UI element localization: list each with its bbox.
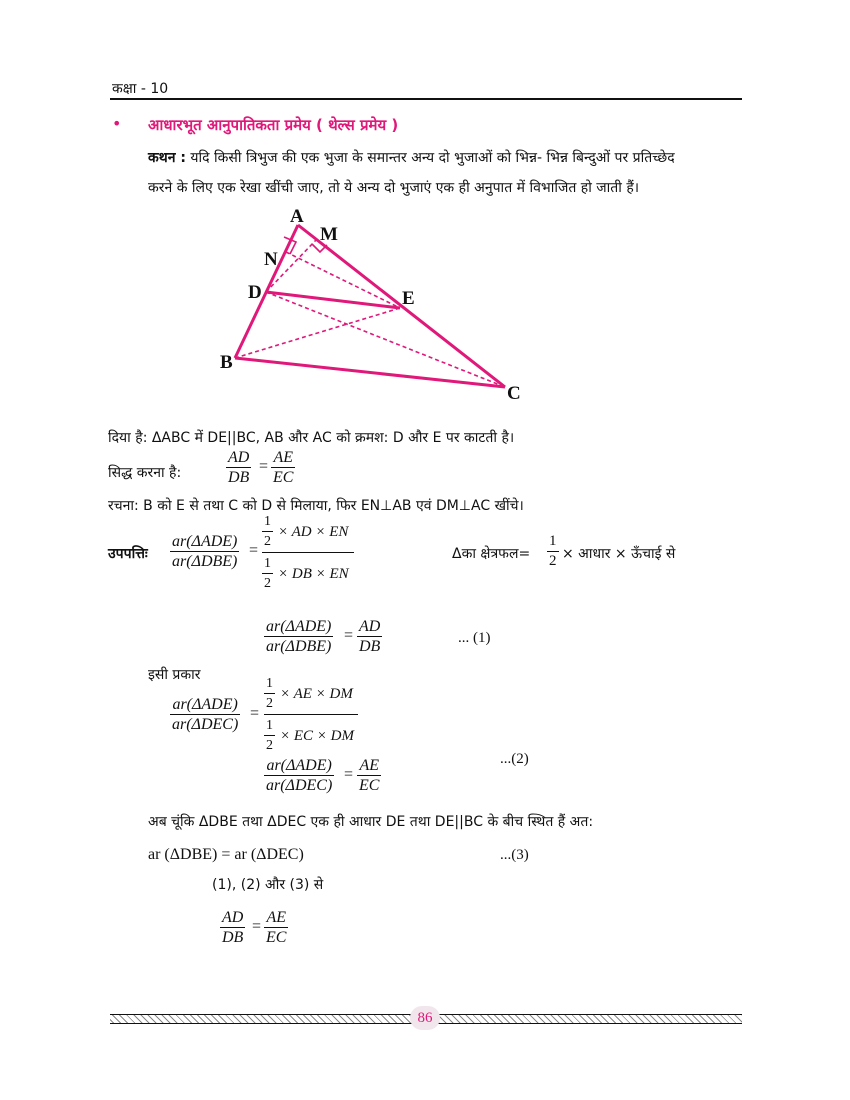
given-line: दिया है: ΔABC में DE||BC, AB और AC को क्रमश: D और E पर काटती है। — [108, 430, 515, 446]
since-line: अब चूंकि ΔDBE तथा ΔDEC एक ही आधार DE तथा DE||BC के बीच स्थित हैं अत: — [148, 814, 594, 830]
triangle-figure — [200, 200, 540, 410]
eq1-rhs-den-rest: × DB × EN — [278, 566, 349, 582]
tag-2: ...(2) — [500, 751, 529, 767]
to-prove-lhs-num: AD — [228, 449, 250, 466]
eq2-rhs-num: AD — [359, 618, 381, 635]
to-prove-lhs-den: DB — [228, 469, 250, 486]
eq1-rhs — [262, 512, 354, 594]
final-lhs-num: AD — [222, 909, 244, 926]
eq1-rhs-num-half — [262, 512, 273, 551]
eq3-rhs-bar — [264, 714, 358, 715]
final-lhs-den: DB — [222, 929, 244, 946]
eq3-lhs-den: ar(ΔDEC) — [172, 716, 239, 733]
final-rhs — [264, 908, 288, 947]
area-note-half — [547, 532, 559, 571]
equals: = — [344, 627, 354, 644]
to-prove-lhs — [226, 448, 251, 487]
statement-line-2: करने के लिए एक रेखा खींची जाए, तो ये अन्य दो भुजाएं एक ही अनुपात में विभाजित हो जाती हैं। — [148, 180, 640, 196]
equals: = — [259, 458, 269, 475]
page-number: 86 — [410, 1006, 440, 1030]
bullet: • — [112, 114, 122, 133]
section-title: आधारभूत आनुपातिकता प्रमेय ( थेल्स प्रमेय ) — [148, 116, 399, 134]
eq4-rhs — [357, 756, 381, 795]
label-c: C — [507, 383, 521, 404]
proof-label: उपपत्तिः — [108, 546, 148, 562]
tag-1: ... (1) — [458, 630, 491, 646]
eq3-rhs-num-half — [264, 674, 275, 713]
eq4-rhs-num: AE — [359, 757, 379, 774]
segment-be — [235, 308, 400, 358]
to-prove-rhs-den: EC — [273, 469, 294, 486]
half-num: 1 — [549, 533, 557, 549]
half-num: 1 — [264, 556, 271, 571]
half-den: 2 — [264, 693, 275, 713]
eq1-rhs-num-rest: × AD × EN — [278, 524, 349, 540]
eq1-lhs-num: ar(ΔADE) — [172, 533, 238, 550]
statement-label: कथन : — [148, 150, 186, 166]
final-rhs-den: EC — [266, 929, 287, 946]
eq3-rhs-den-half — [264, 716, 275, 755]
header-rule — [110, 98, 742, 100]
eq2-rhs — [357, 617, 382, 656]
label-n: N — [264, 249, 278, 270]
eq4-lhs — [264, 756, 334, 795]
eq2-rhs-den: DB — [359, 638, 381, 655]
side-bc — [235, 358, 505, 387]
equals: = — [344, 766, 354, 783]
eq3-rhs-num-rest: × AE × DM — [280, 686, 353, 702]
equals: = — [249, 542, 259, 559]
eq1-lhs — [170, 532, 239, 571]
statement — [148, 143, 744, 203]
construction-line: रचना: B को E से तथा C को D से मिलाया, फिर EN⊥AB एवं DM⊥AC खींचे। — [108, 498, 524, 514]
eq3-lhs — [170, 695, 240, 734]
to-prove-rhs — [271, 448, 295, 487]
eq3-rhs — [264, 674, 358, 756]
label-a: A — [290, 206, 304, 227]
eq1-lhs-den: ar(ΔDBE) — [172, 553, 238, 570]
half-den: 2 — [549, 553, 557, 569]
eq2-lhs-den: ar(ΔDBE) — [266, 638, 332, 655]
equals: = — [252, 918, 262, 935]
half-num: 1 — [264, 514, 271, 529]
from-line: (1), (2) और (3) से — [212, 877, 324, 893]
eq2-lhs-num: ar(ΔADE) — [266, 618, 332, 635]
final-rhs-num: AE — [266, 909, 286, 926]
eq1-rhs-den-half — [262, 554, 273, 593]
area-note-suffix: × आधार × ऊँचाई से — [562, 546, 676, 562]
to-prove-label: सिद्ध करना है: — [108, 465, 182, 481]
to-prove-rhs-num: AE — [273, 449, 293, 466]
label-e: E — [402, 288, 415, 309]
final-lhs — [220, 908, 245, 947]
class-label: कक्षा - 10 — [112, 81, 169, 97]
half-den: 2 — [264, 735, 275, 755]
eq4-lhs-den: ar(ΔDEC) — [266, 777, 333, 794]
label-m: M — [320, 224, 338, 245]
label-d: D — [248, 282, 262, 303]
eq1-rhs-bar — [262, 552, 354, 553]
eq4-rhs-den: EC — [359, 777, 380, 794]
eq3-lhs-num: ar(ΔADE) — [172, 696, 238, 713]
eq3-rhs-den-rest: × EC × DM — [280, 728, 354, 744]
eq2-lhs — [264, 617, 333, 656]
eq4-lhs-num: ar(ΔADE) — [266, 757, 332, 774]
eq5: ar (ΔDBE) = ar (ΔDEC) — [148, 846, 304, 863]
equals: = — [250, 705, 260, 722]
half-den: 2 — [262, 531, 273, 551]
similarly-label: इसी प्रकार — [148, 667, 201, 683]
label-b: B — [220, 352, 233, 373]
tag-3: ...(3) — [500, 847, 529, 863]
half-num: 1 — [266, 718, 273, 733]
half-num: 1 — [266, 676, 273, 691]
half-den: 2 — [262, 573, 273, 593]
statement-line-1: यदि किसी त्रिभुज की एक भुजा के समान्तर अन्य दो भुजाओं को भिन्न- भिन्न बिन्दुओं पर प्रतिच्छेद — [190, 150, 675, 166]
area-note-prefix: Δका क्षेत्रफल= — [452, 546, 531, 562]
